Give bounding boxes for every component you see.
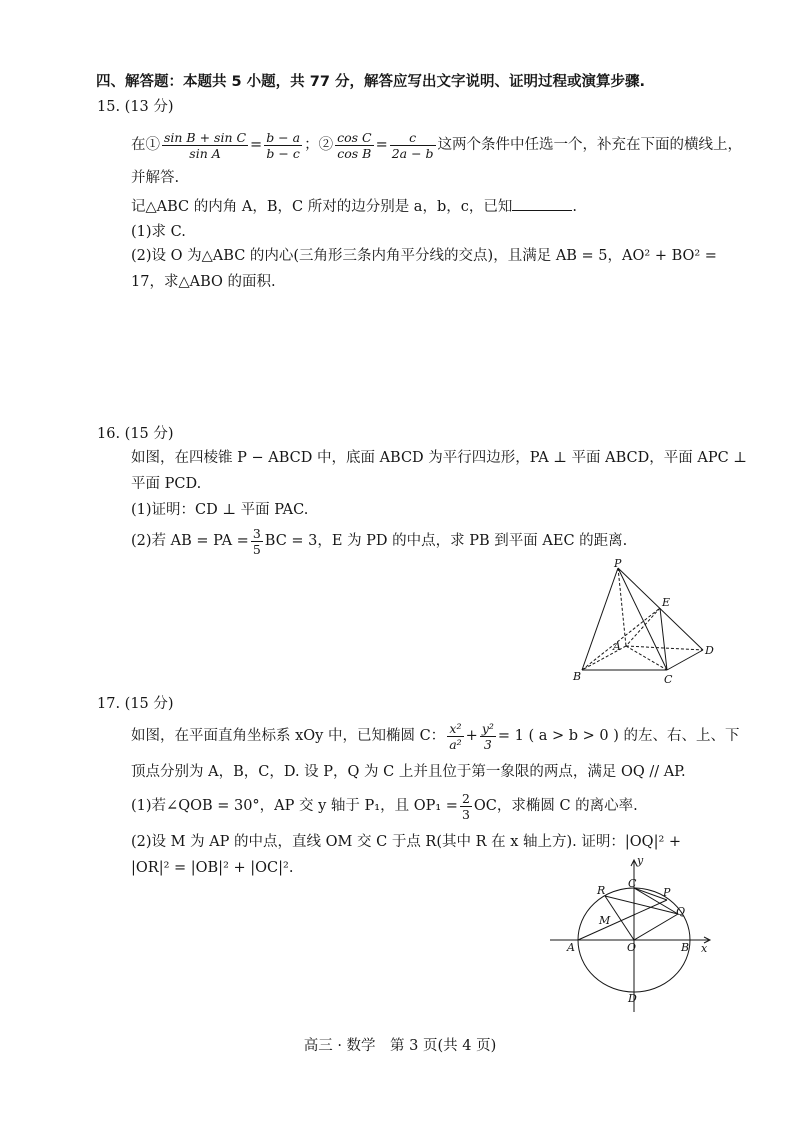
q15-header: 15. (13 分) (97, 99, 174, 115)
label-o: O (627, 941, 637, 954)
q15-part2b: 17，求△ABO 的面积. (131, 274, 276, 290)
q15-intro-b: 这两个条件中任选一个，补充在下面的横线上， (437, 137, 743, 153)
q17-line2: 顶点分别为 A，B，C，D. 设 P，Q 为 C 上并且位于第一象限的两点，满足 OQ // AP. (131, 764, 686, 780)
edge-ae (626, 608, 660, 646)
label-a: A (613, 640, 621, 653)
label-q: Q (676, 905, 686, 918)
equals-sign: = (250, 137, 263, 153)
label-b: B (681, 941, 690, 954)
label-d: D (628, 992, 637, 1005)
q15-period: . (572, 199, 577, 215)
q15-fraction-3: $\frac{\text{cos C}}{\text{cos B}}$ (337, 129, 372, 161)
edge-pc (618, 568, 667, 670)
section-title: 四、解答题：本题共 5 小题，共 77 分，解答应写出文字说明、证明过程或演算步骤. (96, 74, 645, 90)
label-m: M (599, 914, 611, 927)
q16-line2: 平面 PCD. (131, 476, 202, 492)
q15-answer-blank (512, 196, 572, 211)
q15-intro-a: 在① (131, 137, 160, 153)
q17-part2a: (2)设 M 为 AP 的中点，直线 OM 交 C 于点 R(其中 R 在 x 轴上方). 证明：|OQ|² + (131, 834, 682, 850)
q17-fraction-y: $\frac{\text{y²}}{3}$ (481, 720, 494, 752)
q15-condition-text: 记△ABC 的内角 A，B，C 所对的边分别是 a，b，c，已知 (131, 199, 513, 215)
q17-fraction: $\frac{2}{3}$ (461, 790, 470, 822)
q17-part2b: |OR|² = |OB|² + |OC|². (131, 860, 294, 876)
q15-line2: 并解答. (131, 170, 180, 186)
q15-part1: (1)求 C. (131, 224, 186, 240)
ellipse-figure (550, 852, 720, 1022)
label-x: x (701, 942, 708, 955)
q17-part1-b: OC，求椭圆 C 的离心率. (473, 798, 638, 814)
label-e: E (662, 596, 671, 609)
edge-pa (618, 568, 626, 646)
label-c: C (664, 673, 673, 686)
edge-ec (660, 608, 667, 670)
q17-part1-a: (1)若∠QOB = 30°，AP 交 y 轴于 P₁，且 OP₁ = (131, 798, 458, 814)
edge-pb (582, 568, 618, 670)
equals-sign: = (375, 137, 388, 153)
q16-fraction: $\frac{3}{5}$ (252, 525, 261, 557)
q15-separator: ；② (304, 137, 334, 153)
q17-fraction-x: $\frac{\text{x²}}{\text{a²}}$ (449, 720, 462, 752)
q17-line1-b: = 1 ( a > b > 0 ) 的左、右、上、下 (497, 728, 740, 744)
edge-cd (667, 650, 703, 670)
edge-be (582, 608, 660, 670)
q17-part1 (131, 788, 638, 824)
label-a: A (567, 941, 575, 954)
q17-line1 (131, 718, 740, 754)
line-oq (634, 914, 678, 940)
label-p: P (663, 886, 671, 899)
q17-header: 17. (15 分) (97, 696, 174, 712)
q15-fraction-4: $\frac{c}{2a - b}$ (391, 129, 434, 161)
pyramid-figure (570, 558, 720, 688)
label-y: y (637, 854, 644, 867)
label-d: D (705, 644, 714, 657)
q17-line1-a: 如图，在平面直角坐标系 xOy 中，已知椭圆 C： (131, 728, 446, 744)
label-c: C (628, 877, 637, 890)
q16-header: 16. (15 分) (97, 426, 174, 442)
q15-fraction-2: $\frac{b - a}{b - c}$ (266, 129, 301, 161)
label-r: R (597, 884, 606, 897)
label-b: B (573, 670, 582, 683)
q15-intro (131, 128, 742, 162)
page-footer: 高三 · 数学 第 3 页(共 4 页) (303, 1038, 497, 1054)
q16-part2 (131, 524, 627, 558)
q16-line1: 如图，在四棱锥 P − ABCD 中，底面 ABCD 为平行四边形，PA ⊥ 平面 ABCD，平面 APC ⊥ (131, 450, 747, 466)
q15-line3 (131, 196, 577, 217)
plus-sign: + (465, 728, 478, 744)
label-p: P (614, 558, 622, 570)
q15-fraction-1: $\frac{\text{sin B + sin C}}{\text{sin A}}$ (164, 129, 247, 161)
q16-part2-a: (2)若 AB = PA = (131, 533, 249, 549)
q15-part2a: (2)设 O 为△ABC 的内心(三角形三条内角平分线的交点)，且满足 AB = 5，AO² + BO² = (131, 248, 717, 264)
q16-part2-b: BC = 3，E 为 PD 的中点，求 PB 到平面 AEC 的距离. (264, 533, 628, 549)
q16-part1: (1)证明：CD ⊥ 平面 PAC. (131, 502, 309, 518)
